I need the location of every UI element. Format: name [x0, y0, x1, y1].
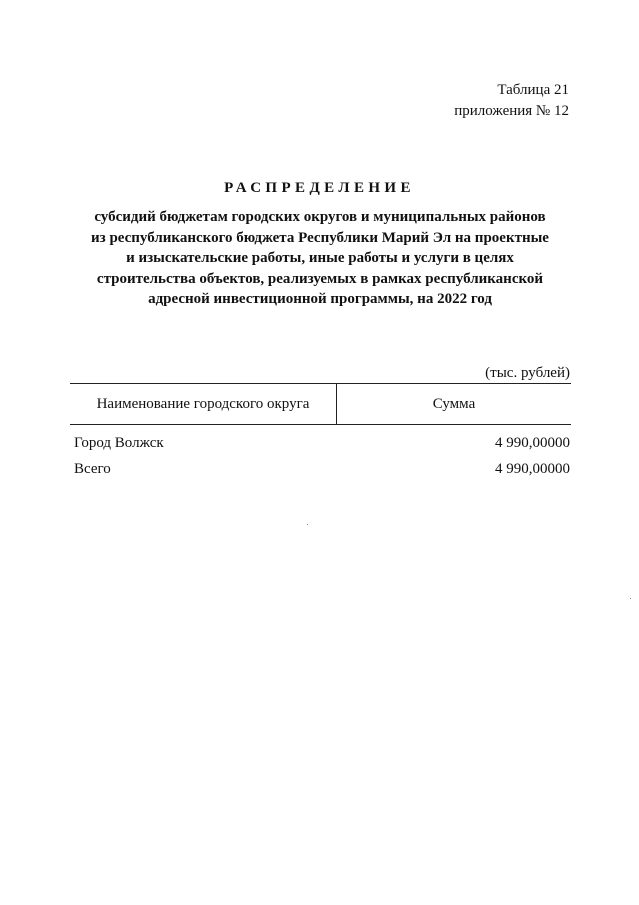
appendix-number: приложения № 12 [454, 103, 569, 119]
subtitle-line: субсидий бюджетам городских округов и муниципальных районов [94, 209, 546, 225]
distribution-table-header [70, 383, 571, 425]
column-header-name: Наименование городского округа [96, 396, 310, 412]
subtitle-line: строительства объектов, реализуемых в рамках республиканской [96, 270, 544, 287]
row-name: Город Волжск [74, 435, 164, 451]
subtitle-line: из республиканского бюджета Республики Марий Эл на проектные [91, 229, 549, 246]
document-title: РАСПРЕДЕЛЕНИЕ [224, 180, 415, 196]
document-subtitle [70, 207, 570, 310]
row-name: Всего [74, 461, 111, 477]
table-number: Таблица 21 [497, 82, 569, 98]
row-sum: 4 990,00000 [495, 435, 570, 451]
units-note: (тыс. рублей) [485, 365, 570, 381]
scan-speck [307, 524, 308, 525]
column-header-sum: Сумма [432, 396, 476, 412]
table-reference [454, 80, 569, 122]
scan-speck [630, 598, 631, 599]
subtitle-line: адресной инвестиционной программы, на 2022 год [148, 291, 492, 307]
row-sum: 4 990,00000 [495, 461, 570, 477]
subtitle-line: и изыскательские работы, иные работы и услуги в целях [126, 250, 514, 266]
